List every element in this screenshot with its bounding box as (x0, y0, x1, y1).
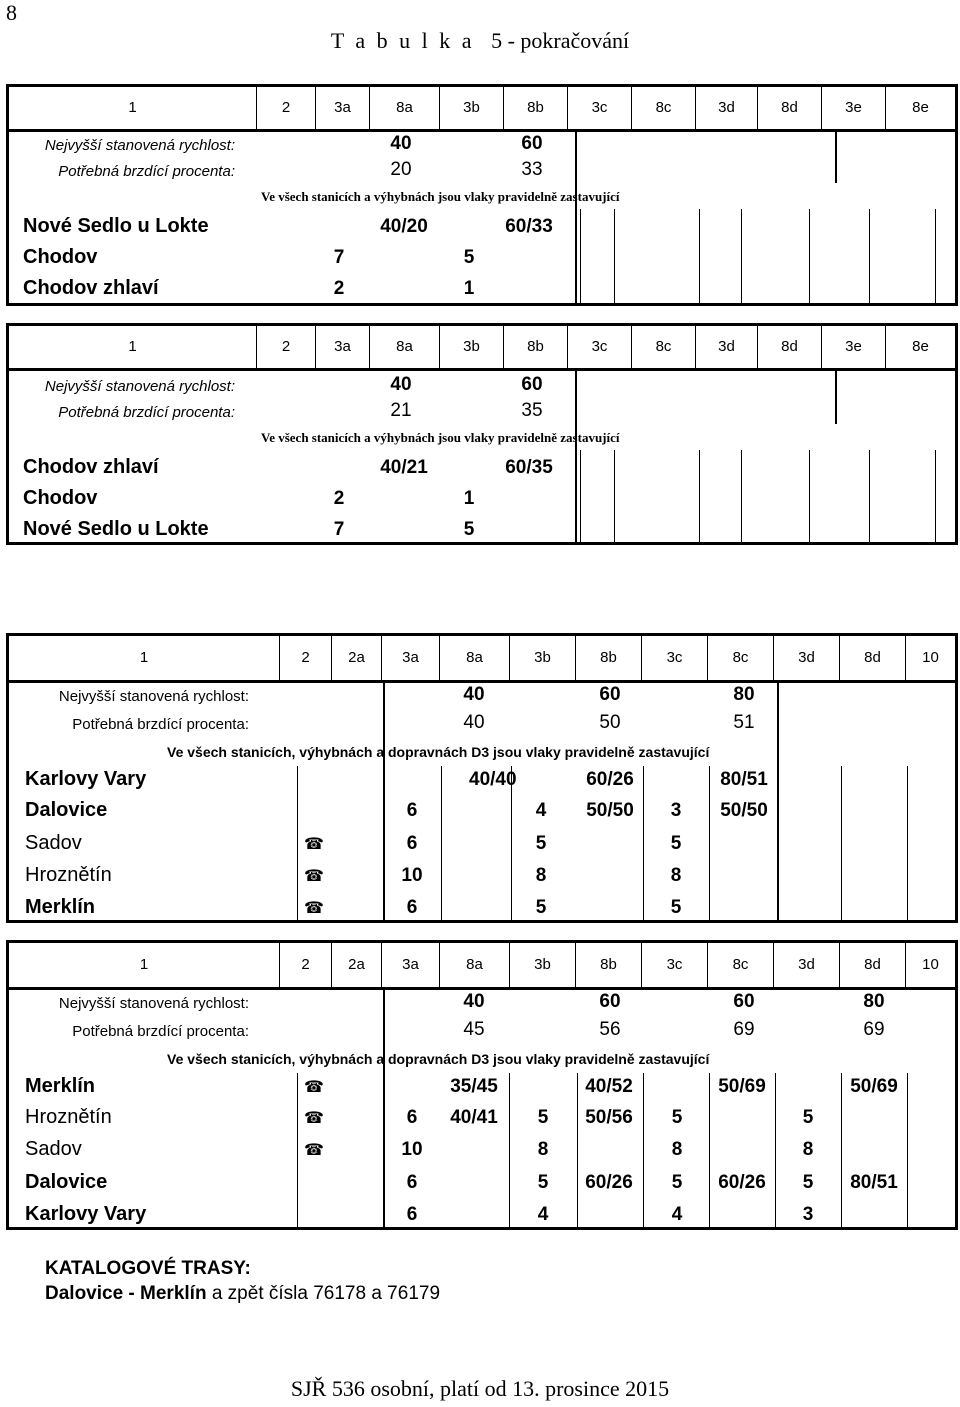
cell-value: 60/26 (585, 1172, 633, 1193)
max-speed-label: Nejvyšší stanovená rychlost: (44, 137, 235, 154)
stop-note: Ve všech stanicích a výhybnách jsou vlaky pravidelně zastavující (261, 189, 620, 204)
telephone-icon: ☎ (304, 1079, 324, 1096)
station-name: Chodov zhlaví (23, 456, 159, 478)
cell-value: 2 (333, 488, 345, 509)
station-name: Chodov zhlaví (23, 277, 159, 299)
column-header: 3b (439, 87, 503, 129)
column-header: 8e (885, 87, 955, 129)
brake-value: 69 (863, 1019, 885, 1040)
title-suffix: 5 - pokračování (491, 28, 630, 53)
brake-value: 21 (390, 400, 412, 421)
cell-value: 4 (535, 800, 547, 821)
cell-value: 5 (671, 1172, 683, 1193)
column-header: 2 (279, 943, 331, 987)
station-name: Nové Sedlo u Lokte (23, 518, 209, 540)
brake-percent-label: Potřebná brzdící procenta: (72, 1023, 249, 1040)
cell-value: 6 (406, 1204, 418, 1225)
cell-value: 10 (401, 865, 423, 886)
column-header: 8d (839, 943, 905, 987)
column-header: 3b (439, 326, 503, 368)
max-speed-label: Nejvyšší stanovená rychlost: (58, 688, 249, 705)
column-header: 3b (509, 636, 575, 680)
cell-value: 5 (463, 519, 475, 540)
column-header: 8c (707, 636, 773, 680)
page-footer: SJŘ 536 osobní, platí od 13. prosince 2015 (290, 1376, 670, 1401)
stop-note: Ve všech stanicích, výhybnách a dopravnách D3 jsou vlaky pravidelně zastavující (167, 744, 710, 760)
cell-value: 10 (401, 1139, 423, 1160)
cell-value: 2 (333, 278, 345, 299)
column-header: 2 (256, 87, 315, 129)
cell-value: 6 (406, 800, 418, 821)
cell-value: 6 (406, 897, 418, 918)
brake-value: 51 (733, 712, 755, 733)
column-header: 3c (567, 87, 631, 129)
column-header: 3e (821, 326, 885, 368)
brake-value: 56 (599, 1019, 621, 1040)
cell-value: 5 (463, 247, 475, 268)
timetable-2 (6, 323, 958, 545)
column-header: 3c (641, 636, 707, 680)
cell-value: 5 (670, 897, 682, 918)
column-header: 10 (905, 943, 955, 987)
brake-percent-label: Potřebná brzdící procenta: (58, 404, 235, 421)
column-header: 8d (839, 636, 905, 680)
column-header: 8c (707, 943, 773, 987)
cell-value: 6 (406, 833, 418, 854)
cell-value: 8 (671, 1139, 683, 1160)
cell-value: 5 (535, 833, 547, 854)
cell-value: 50/69 (850, 1076, 898, 1097)
cell-value: 5 (671, 1107, 683, 1128)
station-name: Chodov (23, 246, 98, 268)
column-header: 3a (381, 636, 439, 680)
cell-value: 40/41 (450, 1107, 498, 1128)
timetable-1 (6, 84, 958, 306)
column-header: 3d (695, 87, 757, 129)
speed-value: 40 (390, 133, 412, 154)
brake-value: 33 (521, 159, 543, 180)
station-name: Dalovice (25, 799, 108, 821)
column-header: 3c (567, 326, 631, 368)
column-header: 3e (821, 87, 885, 129)
column-header: 8a (439, 943, 509, 987)
cell-value: 8 (670, 865, 682, 886)
column-header: 2a (331, 943, 381, 987)
column-header: 1 (139, 956, 149, 973)
cell-value: 6 (406, 1107, 418, 1128)
column-header: 8a (369, 326, 439, 368)
station-name: Merklín (25, 1075, 96, 1097)
column-header: 2 (279, 636, 331, 680)
catalog-route: Dalovice - Merklín (45, 1283, 207, 1304)
cell-value: 80/51 (720, 769, 768, 790)
brake-value: 69 (733, 1019, 755, 1040)
cell-value: 60/33 (505, 216, 553, 237)
cell-value: 40/52 (585, 1076, 633, 1097)
station-name: Sadov (25, 1138, 82, 1160)
cell-value: 50/50 (720, 800, 768, 821)
brake-percent-label: Potřebná brzdící procenta: (58, 163, 235, 180)
cell-value: 3 (802, 1204, 814, 1225)
station-name: Sadov (25, 832, 82, 854)
cell-value: 5 (535, 897, 547, 918)
column-header: 8d (757, 87, 821, 129)
cell-value: 7 (333, 519, 345, 540)
cell-value: 40/21 (380, 457, 428, 478)
cell-value: 60/35 (505, 457, 553, 478)
stop-note: Ve všech stanicích, výhybnách a dopravnách D3 jsou vlaky pravidelně zastavující (167, 1051, 710, 1067)
page-number: 8 (6, 0, 17, 25)
station-name: Nové Sedlo u Lokte (23, 215, 209, 237)
cell-value: 60/26 (586, 769, 634, 790)
column-header: 3d (695, 326, 757, 368)
stop-note: Ve všech stanicích a výhybnách jsou vlaky pravidelně zastavující (261, 430, 620, 445)
cell-value: 5 (802, 1172, 814, 1193)
column-header: 8c (631, 326, 695, 368)
column-header: 3b (509, 943, 575, 987)
column-header: 3c (641, 943, 707, 987)
speed-value: 40 (463, 991, 485, 1012)
cell-value: 5 (537, 1107, 549, 1128)
station-name: Hroznětín (25, 1106, 112, 1128)
cell-value: 5 (537, 1172, 549, 1193)
cell-value: 40/40 (469, 769, 517, 790)
cell-value: 5 (802, 1107, 814, 1128)
page-title (0, 28, 960, 54)
column-header: 3a (381, 943, 439, 987)
column-header: 8b (503, 87, 567, 129)
column-header: 3d (773, 636, 839, 680)
speed-value: 60 (599, 684, 621, 705)
cell-value: 35/45 (450, 1076, 498, 1097)
column-header: 8b (503, 326, 567, 368)
cell-value: 60/26 (718, 1172, 766, 1193)
speed-value: 60 (599, 991, 621, 1012)
station-name: Karlovy Vary (25, 1203, 147, 1225)
speed-value: 40 (390, 374, 412, 395)
column-header: 3d (773, 943, 839, 987)
column-header: 3a (315, 87, 369, 129)
brake-value: 20 (390, 159, 412, 180)
cell-value: 50/50 (586, 800, 634, 821)
column-header: 8b (575, 636, 641, 680)
column-header: 10 (905, 636, 955, 680)
cell-value: 50/56 (585, 1107, 633, 1128)
brake-value: 45 (463, 1019, 485, 1040)
speed-value: 60 (521, 374, 543, 395)
column-header: 1 (128, 338, 137, 355)
speed-value: 40 (463, 684, 485, 705)
timetable-4 (6, 940, 958, 1230)
cell-value: 4 (537, 1204, 549, 1225)
cell-value: 8 (802, 1139, 814, 1160)
max-speed-label: Nejvyšší stanovená rychlost: (58, 995, 249, 1012)
station-name: Hroznětín (25, 864, 112, 886)
max-speed-label: Nejvyšší stanovená rychlost: (44, 378, 235, 395)
brake-value: 40 (463, 712, 485, 733)
station-name: Chodov (23, 487, 98, 509)
column-header: 8a (439, 636, 509, 680)
column-header: 3a (315, 326, 369, 368)
catalog-route-line (45, 1283, 440, 1305)
catalog-route-rest: a zpět čísla 76178 a 76179 (206, 1283, 441, 1304)
telephone-icon: ☎ (304, 868, 324, 885)
brake-value: 35 (521, 400, 543, 421)
cell-value: 1 (463, 488, 475, 509)
station-name: Dalovice (25, 1171, 108, 1193)
column-header: 1 (128, 99, 137, 116)
cell-value: 6 (406, 1172, 418, 1193)
catalog-heading: KATALOGOVÉ TRASY: (45, 1258, 251, 1279)
column-header: 8b (575, 943, 641, 987)
telephone-icon: ☎ (304, 1142, 324, 1159)
telephone-icon: ☎ (304, 900, 324, 917)
speed-value: 60 (521, 133, 543, 154)
title-prefix: T a b u l k a (330, 28, 475, 53)
column-header: 8a (369, 87, 439, 129)
cell-value: 80/51 (850, 1172, 898, 1193)
telephone-icon: ☎ (304, 1110, 324, 1127)
brake-value: 50 (599, 712, 621, 733)
cell-value: 4 (671, 1204, 683, 1225)
column-header: 1 (139, 649, 149, 666)
cell-value: 3 (670, 800, 682, 821)
cell-value: 40/20 (380, 216, 428, 237)
cell-value: 50/69 (718, 1076, 766, 1097)
speed-value: 80 (733, 684, 755, 705)
column-header: 2a (331, 636, 381, 680)
station-name: Karlovy Vary (25, 768, 147, 790)
column-header: 8d (757, 326, 821, 368)
cell-value: 5 (670, 833, 682, 854)
cell-value: 1 (463, 278, 475, 299)
cell-value: 8 (535, 865, 547, 886)
cell-value: 7 (333, 247, 345, 268)
column-header: 2 (256, 326, 315, 368)
cell-value: 8 (537, 1139, 549, 1160)
timetable-3 (6, 633, 958, 923)
column-header: 8c (631, 87, 695, 129)
brake-percent-label: Potřebná brzdící procenta: (72, 716, 249, 733)
column-header: 8e (885, 326, 955, 368)
speed-value: 60 (733, 991, 755, 1012)
station-name: Merklín (25, 896, 96, 918)
speed-value: 80 (863, 991, 885, 1012)
telephone-icon: ☎ (304, 836, 324, 853)
catalog-routes (45, 1258, 440, 1305)
